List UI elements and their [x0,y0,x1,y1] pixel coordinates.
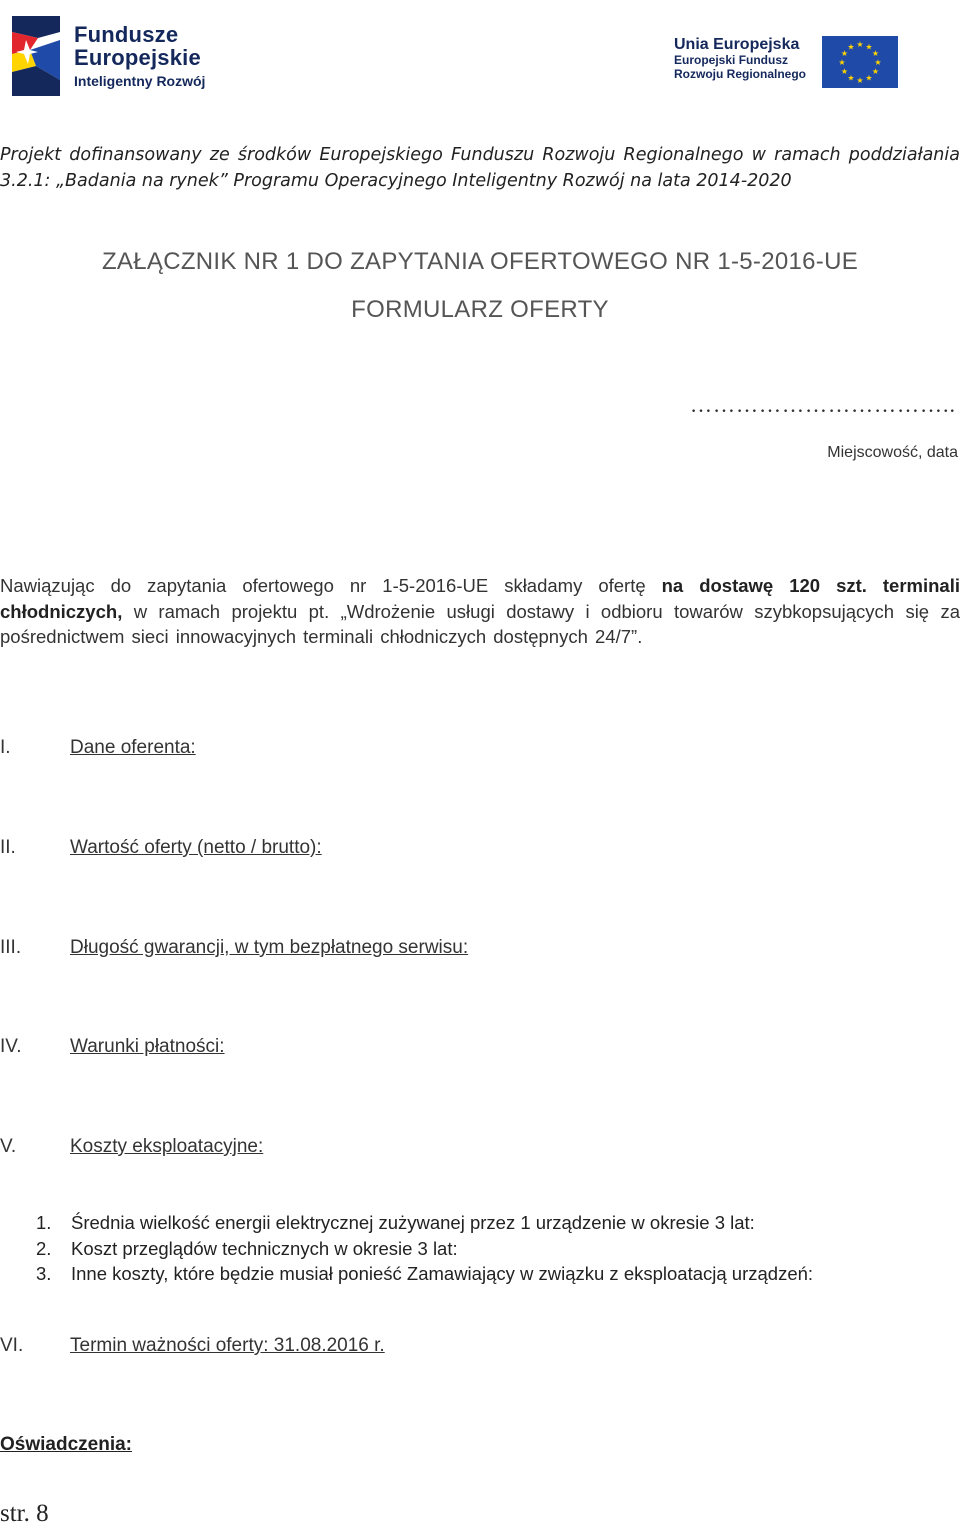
list-item-number: 2. [36,1237,52,1259]
form-title: FORMULARZ OFERTY [351,296,609,323]
section-number: IV. [0,1036,22,1057]
place-date-dots: …………………………….. [690,392,956,417]
ue-logo-line1: Unia Europejska [674,36,800,53]
fe-logo-line2: Europejskie [74,45,201,70]
fundusze-europejskie-logo [8,10,243,102]
place-date-label: Miejscowość, data [827,444,958,461]
intro-part1: Nawiązując do zapytania ofertowego nr 1-5-2016-UE składamy ofertę [0,575,662,596]
ue-logo-line3: Rozwoju Regionalnego [674,67,806,82]
section-number: V. [0,1136,17,1157]
ue-logo-line2: Europejski Fundusz [674,53,789,68]
svg-text:★: ★ [847,73,855,83]
svg-text:★: ★ [865,73,873,83]
svg-text:★: ★ [840,49,849,58]
svg-text:★: ★ [874,58,882,67]
intro-paragraph [0,573,960,650]
page-number: str. 8 [0,1500,49,1527]
section-label: Długość gwarancji, w tym bezpłatnego serwisu: [70,937,469,958]
intro-part2: w ramach projektu pt. „Wdrożenie usługi dostawy i odbioru towarów szybkopsujących się za pośrednictwem sieci innowacyjnych terminali chłodniczych dostępnych 24/7”. [0,600,960,647]
svg-text:★: ★ [847,42,855,52]
section-number: I. [0,737,11,758]
section-number: VI. [0,1335,24,1356]
list-item [36,1236,813,1262]
list-item-text: Średnia wielkość energii elektrycznej zużywanej przez 1 urządzenie w okresie 3 lat: [71,1212,755,1233]
section-label: Warunki płatności: [70,1036,225,1057]
section-label: Koszty eksploatacyjne: [70,1136,264,1157]
intro-bold: na dostawę 120 szt. terminali chłodniczych, [0,575,960,622]
list-item [36,1210,813,1236]
list-item [36,1261,813,1287]
svg-text:★: ★ [871,67,880,76]
list-item-text: Inne koszty, które będzie musiał ponieść Zamawiający w związku z eksploatacją urządzeń: [71,1263,814,1284]
list-item-number: 3. [36,1263,52,1284]
list-item-text: Koszt przeglądów technicznych w okresie 3 lat: [71,1237,458,1259]
svg-text:★: ★ [856,76,864,85]
svg-text:★: ★ [856,40,864,49]
svg-text:★: ★ [871,49,880,58]
section-number: III. [0,937,22,958]
list-item-number: 1. [36,1212,52,1233]
declarations-heading: Oświadczenia: [0,1434,132,1455]
section-label: Termin ważności oferty: 31.08.2016 r. [70,1335,385,1356]
section-label: Wartość oferty (netto / brutto): [70,837,322,858]
funding-note: Projekt dofinansowany ze środków Europejskiego Funduszu Rozwoju Regionalnego w ramach poddziałania 3.2.1: „Badania na rynek” Programu Operacyjnego Inteligentny Rozwój na lata 2014-2020 [0,145,960,191]
attachment-title: ZAŁĄCZNIK NR 1 DO ZAPYTANIA OFERTOWEGO NR 1-5-2016-UE [101,248,859,275]
fe-logo-line1: Fundusze [74,22,179,47]
section-number: II. [0,837,16,858]
fe-emblem-icon [8,10,68,102]
unia-europejska-logo [666,22,902,100]
svg-text:★: ★ [865,42,873,52]
svg-text:★: ★ [838,58,846,67]
section-label: Dane oferenta: [70,737,196,758]
eu-flag-icon [822,36,898,88]
fe-logo-line3: Inteligentny Rozwój [74,73,206,89]
cost-items-list [36,1210,813,1287]
svg-text:★: ★ [840,67,849,76]
